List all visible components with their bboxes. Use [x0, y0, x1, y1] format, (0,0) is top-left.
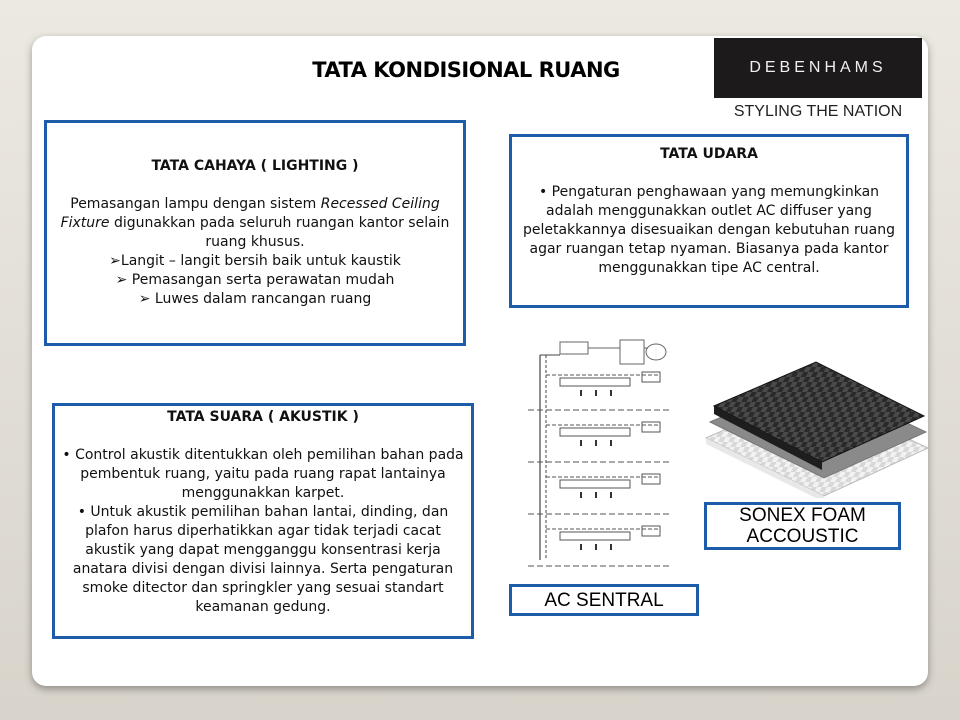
ac-sentral-label: AC SENTRAL — [509, 584, 699, 616]
foam-panel-image — [700, 352, 932, 498]
bullet-arrow-icon: ➢ — [138, 291, 151, 307]
debenhams-logo — [714, 38, 922, 98]
lighting-box — [44, 120, 466, 346]
sound-para-2: • Untuk akustik pemilihan bahan lantai, dinding, dan plafon harus diperhatikkan agar tidak terjadi cacat akustik yang dapat mengganggu konsentrasi kerja anatara divisi dengan divisi lainnya. Serta pengaturan smoke ditector dan springkler yang sesuai standart keamanan gedung. — [72, 504, 454, 615]
foam-label-line-1: SONEX FOAM — [739, 505, 866, 526]
air-body: • Pengaturan penghawaan yang memungkinkan adalah menggunakkan outlet AC diffuser yang peletakkannya disesuaikan dengan kebutuhan ruang agar ruangan tetap nyaman. Biasanya pada kantor menggunakkan tipe AC central. — [522, 184, 895, 276]
lighting-bullet — [57, 252, 453, 271]
lighting-bullet-text: Luwes dalam rancangan ruang — [150, 291, 372, 307]
bullet-arrow-icon: ➢ — [109, 253, 121, 269]
sound-heading: TATA SUARA ( AKUSTIK ) — [167, 409, 359, 425]
lighting-intro-prefix: Pemasangan lampu dengan sistem — [70, 196, 321, 212]
lighting-heading: TATA CAHAYA ( LIGHTING ) — [151, 158, 359, 174]
sonex-foam-label — [704, 502, 901, 550]
lighting-bullet-text: Pemasangan serta perawatan mudah — [127, 272, 395, 288]
air-heading: TATA UDARA — [660, 146, 758, 162]
lighting-bullet-text: Langit – langit bersih baik untuk kaustik — [120, 253, 401, 269]
ac-diagram-image — [520, 330, 690, 575]
foam-label-line-2: ACCOUSTIC — [746, 526, 859, 547]
bullet-arrow-icon: ➢ — [115, 272, 128, 288]
sound-box — [52, 403, 474, 639]
air-box — [509, 134, 909, 308]
lighting-bullet — [57, 271, 453, 290]
logo-tagline: STYLING THE NATION — [733, 103, 903, 120]
logo-brand: DEBENHAMS — [749, 59, 887, 76]
lighting-intro-italic: Recessed Ceiling Fixture — [60, 196, 440, 231]
page-title: TATA KONDISIONAL RUANG — [312, 58, 620, 82]
lighting-intro-suffix: digunakkan pada seluruh ruangan kantor selain ruang khusus. — [109, 215, 450, 250]
sound-para-1: • Control akustik ditentukkan oleh pemilihan bahan pada pembentuk ruang, yaitu pada ruang rapat lantainya menggunakkan karpet. — [62, 447, 464, 501]
lighting-bullet — [57, 290, 453, 309]
lighting-intro — [57, 195, 453, 252]
